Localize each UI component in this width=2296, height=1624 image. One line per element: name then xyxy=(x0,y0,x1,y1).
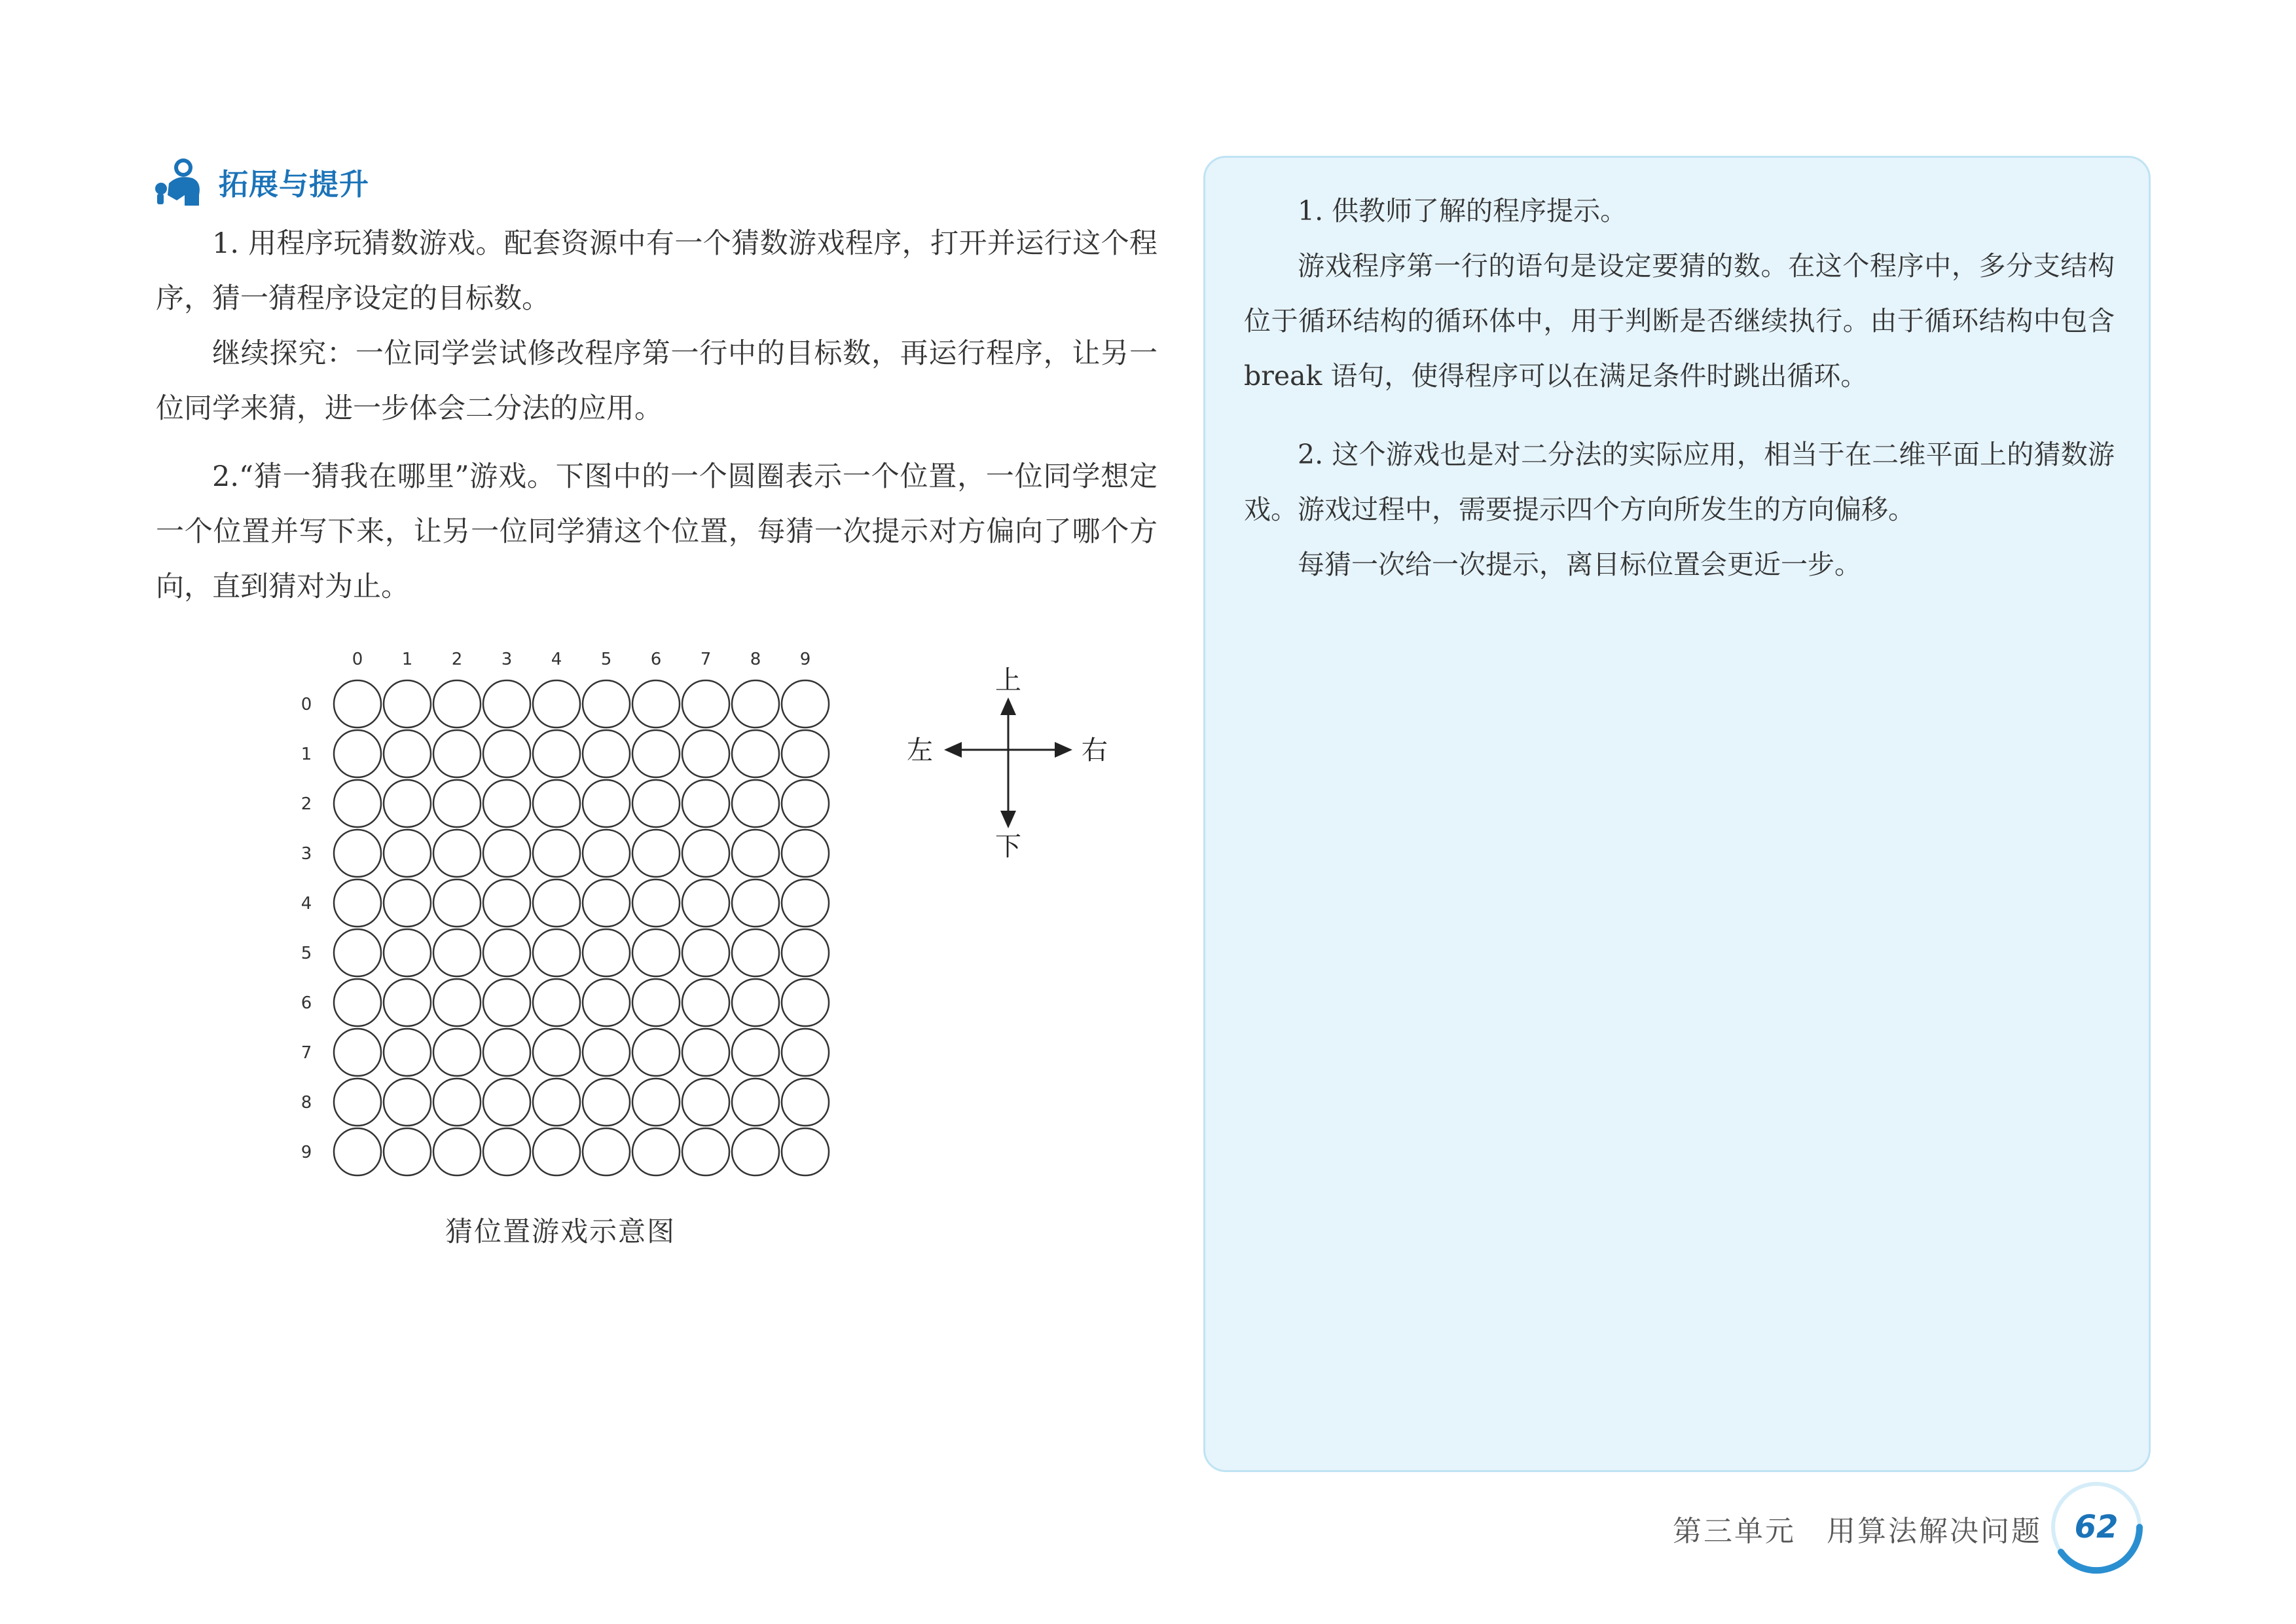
section-title: 拓展与提升 xyxy=(219,166,370,202)
grid-circle xyxy=(334,1079,381,1126)
grid-circle xyxy=(433,879,481,927)
grid-circle xyxy=(483,780,530,827)
grid-circle xyxy=(682,780,729,827)
grid-circle xyxy=(682,1128,729,1175)
page-number: 62 xyxy=(2074,1509,2119,1545)
row-label: 9 xyxy=(301,1143,312,1162)
grid-circle xyxy=(682,680,729,728)
direction-down-label: 下 xyxy=(995,832,1021,858)
column-labels xyxy=(352,650,811,669)
grid-circle xyxy=(384,979,431,1026)
column-label: 6 xyxy=(650,650,662,669)
grid-circle xyxy=(782,1079,829,1126)
grid-circle xyxy=(334,879,381,927)
grid-circle xyxy=(433,680,481,728)
grid-circle xyxy=(384,730,431,777)
grid-circle xyxy=(682,730,729,777)
grid-circle xyxy=(632,979,680,1026)
row-label: 5 xyxy=(301,944,312,963)
grid-circle xyxy=(732,730,779,777)
row-label: 6 xyxy=(301,993,312,1013)
grid-circle xyxy=(334,1029,381,1076)
column-label: 5 xyxy=(600,650,612,669)
grid-circle xyxy=(583,979,630,1026)
grid-circle xyxy=(334,1128,381,1175)
row-label: 2 xyxy=(301,794,312,814)
grid-circle xyxy=(583,780,630,827)
grid-circle xyxy=(782,730,829,777)
grid-circle xyxy=(533,830,580,877)
grid-circle xyxy=(433,1128,481,1175)
direction-up-label: 上 xyxy=(995,665,1021,695)
grid-circle xyxy=(533,730,580,777)
note-paragraph-3: 2. 这个游戏也是对二分法的实际应用，相当于在二维平面上的猜数游戏。游戏过程中，需要提示四个方向所发生的方向偏移。 xyxy=(1244,439,2115,525)
grid-circle xyxy=(533,1029,580,1076)
grid-circle xyxy=(433,780,481,827)
grid-circle xyxy=(433,830,481,877)
grid-circle xyxy=(583,929,630,976)
column-label: 0 xyxy=(352,650,363,669)
column-label: 9 xyxy=(799,650,811,669)
grid-circle xyxy=(384,1128,431,1175)
grid-circle xyxy=(384,830,431,877)
grid-circle xyxy=(632,929,680,976)
row-label: 8 xyxy=(301,1093,312,1113)
grid-circle xyxy=(732,780,779,827)
grid-circle xyxy=(732,680,779,728)
grid-circle xyxy=(782,1128,829,1175)
row-label: 4 xyxy=(301,894,312,913)
column-label: 2 xyxy=(451,650,463,669)
grid-circle xyxy=(782,830,829,877)
grid-circle xyxy=(483,879,530,927)
grid-circle xyxy=(433,1029,481,1076)
grid-circle xyxy=(433,979,481,1026)
grid-circle xyxy=(682,929,729,976)
teacher-note-text xyxy=(1244,183,2115,592)
grid-circle xyxy=(583,830,630,877)
grid-circle xyxy=(483,680,530,728)
row-label: 7 xyxy=(301,1043,312,1063)
grid-circle xyxy=(433,730,481,777)
section-heading xyxy=(152,152,369,211)
grid-circle xyxy=(732,1079,779,1126)
row-label: 0 xyxy=(301,695,312,714)
grid-circle xyxy=(732,979,779,1026)
grid-circle xyxy=(732,879,779,927)
grid-circle xyxy=(682,879,729,927)
grid-circle xyxy=(632,730,680,777)
grid-circle xyxy=(782,680,829,728)
grid-circle xyxy=(334,680,381,728)
direction-left-label: 左 xyxy=(907,735,933,766)
note-paragraph-2: 游戏程序第一行的语句是设定要猜的数。在这个程序中，多分支结构位于循环结构的循环体中，用于判断是否继续执行。由于循环结构中包含 break 语句，使得程序可以在满足条件时跳出循环。 xyxy=(1244,250,2115,392)
grid-circle xyxy=(682,979,729,1026)
column-label: 7 xyxy=(700,650,712,669)
grid-circle xyxy=(384,680,431,728)
exercise-1-paragraph: 1. 用程序玩猜数游戏。配套资源中有一个猜数游戏程序，打开并运行这个程序，猜一猜程序设定的目标数。 xyxy=(156,227,1157,315)
grid-circle xyxy=(782,929,829,976)
grid-circle xyxy=(533,979,580,1026)
exercise-1-extension-paragraph: 继续探究：一位同学尝试修改程序第一行中的目标数，再运行程序，让另一位同学来猜，进一步体会二分法的应用。 xyxy=(156,337,1157,425)
grid-circle xyxy=(533,680,580,728)
direction-compass xyxy=(897,661,1120,858)
explorer-person-icon xyxy=(152,155,206,208)
exercise-2-paragraph: 2.“猜一猜我在哪里”游戏。下图中的一个圆圈表示一个位置，一位同学想定一个位置并写下来，让另一位同学猜这个位置，每猜一次提示对方偏向了哪个方向，直到猜对为止。 xyxy=(156,460,1157,603)
grid-circle xyxy=(334,830,381,877)
grid-circle xyxy=(632,1029,680,1076)
grid-circle xyxy=(533,780,580,827)
grid-circle xyxy=(384,1079,431,1126)
grid-circle xyxy=(334,979,381,1026)
grid-circle xyxy=(483,1128,530,1175)
grid-circle xyxy=(782,879,829,927)
grid-circle xyxy=(583,879,630,927)
grid-circle xyxy=(632,830,680,877)
direction-right-label: 右 xyxy=(1082,735,1108,766)
grid-circle xyxy=(384,780,431,827)
grid-circle xyxy=(682,1079,729,1126)
column-label: 8 xyxy=(750,650,761,669)
grid-circle xyxy=(583,1128,630,1175)
grid-circle xyxy=(583,1029,630,1076)
left-body xyxy=(156,216,1157,614)
footer-unit-title: 第三单元 用算法解决问题 xyxy=(1673,1515,2042,1548)
grid-circle xyxy=(583,680,630,728)
grid-circle xyxy=(632,879,680,927)
grid-circle xyxy=(533,929,580,976)
grid-circle xyxy=(732,1029,779,1076)
grid-circle xyxy=(433,929,481,976)
grid-circle xyxy=(334,730,381,777)
grid-circle xyxy=(632,680,680,728)
grid-circle xyxy=(483,730,530,777)
grid-circle xyxy=(533,1128,580,1175)
column-label: 4 xyxy=(551,650,562,669)
row-label: 1 xyxy=(301,745,312,764)
grid-circle xyxy=(632,780,680,827)
grid-circle xyxy=(533,879,580,927)
grid-circle xyxy=(782,780,829,827)
grid-circle xyxy=(483,830,530,877)
grid-circle xyxy=(682,830,729,877)
grid-circle xyxy=(384,929,431,976)
grid-circle xyxy=(483,979,530,1026)
circle-grid-figure xyxy=(288,645,851,1182)
row-labels xyxy=(301,695,312,1162)
grid-circle xyxy=(334,929,381,976)
grid-circle xyxy=(682,1029,729,1076)
grid-circle xyxy=(483,1029,530,1076)
grid-circle xyxy=(583,1079,630,1126)
grid-circle xyxy=(483,929,530,976)
row-label: 3 xyxy=(301,844,312,864)
grid-circle xyxy=(732,1128,779,1175)
grid-circle xyxy=(483,1079,530,1126)
grid-circle xyxy=(782,979,829,1026)
grid-circle xyxy=(632,1128,680,1175)
grid-circle xyxy=(533,1079,580,1126)
grid-circle xyxy=(632,1079,680,1126)
grid-circle xyxy=(433,1079,481,1126)
grid-circle xyxy=(732,830,779,877)
figure-caption: 猜位置游戏示意图 xyxy=(445,1215,676,1247)
column-label: 1 xyxy=(401,650,413,669)
grid-circle xyxy=(384,1029,431,1076)
grid-circle xyxy=(583,730,630,777)
column-label: 3 xyxy=(501,650,513,669)
circle-grid xyxy=(334,680,829,1175)
grid-circle xyxy=(334,780,381,827)
grid-circle xyxy=(732,929,779,976)
grid-circle xyxy=(782,1029,829,1076)
note-paragraph-4: 每猜一次给一次提示，离目标位置会更近一步。 xyxy=(1298,549,1861,580)
note-paragraph-1: 1. 供教师了解的程序提示。 xyxy=(1298,195,1628,227)
grid-circle xyxy=(384,879,431,927)
